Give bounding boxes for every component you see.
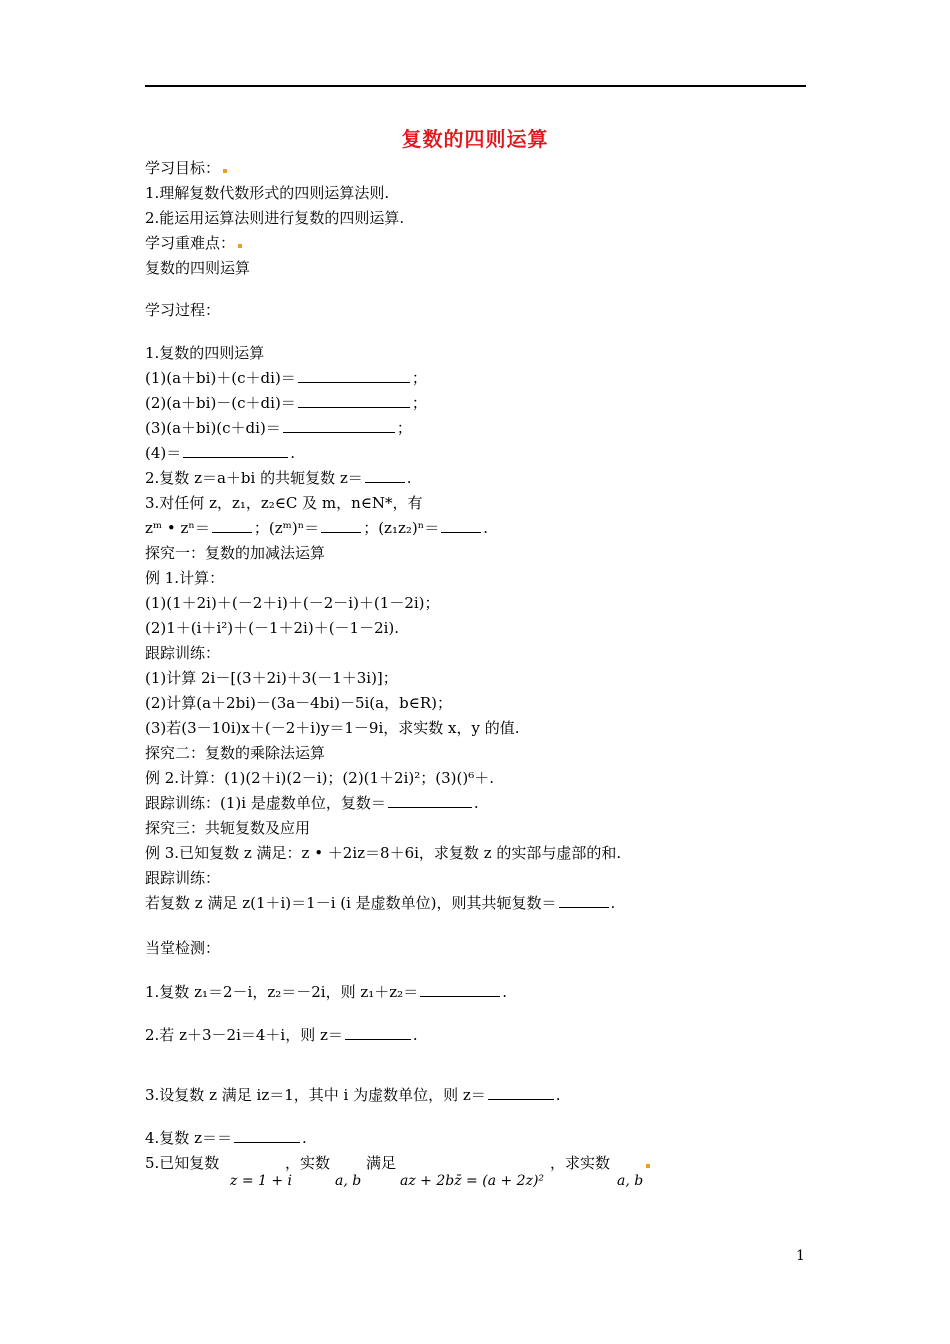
text-line: 1.复数 z₁＝2－i，z₂＝－2i，则 z₁＋z₂＝ .	[145, 983, 507, 1001]
text-line: 若复数 z 满足 z(1＋i)＝1－i (i 是虚数单位)，则其共轭复数＝ .	[145, 894, 616, 912]
marker-dot	[646, 1164, 650, 1168]
page-number: 1	[796, 1248, 805, 1264]
text-line: (1)(1＋2i)＋(－2＋i)＋(－2－i)＋(1－2i)；	[145, 594, 440, 612]
text-line: 跟踪训练：	[145, 644, 221, 662]
text-line: 2.若 z＋3－2i＝4＋i，则 z＝ .	[145, 1026, 418, 1044]
text-line: 跟踪训练：	[145, 869, 221, 887]
text-line: 5.已知复数	[145, 1154, 220, 1172]
answer-blank[interactable]	[321, 518, 361, 533]
text-line: (2)(a＋bi)－(c＋di)＝ ；	[145, 394, 427, 412]
page-title: 复数的四则运算	[401, 127, 549, 151]
answer-blank[interactable]	[559, 893, 609, 908]
answer-blank[interactable]	[212, 518, 252, 533]
text-line: (2)1＋(i＋i²)＋(－1＋2i)＋(－1－2i).	[145, 619, 400, 637]
text-line: 复数的四则运算	[145, 259, 251, 277]
answer-blank[interactable]	[488, 1085, 554, 1100]
text-line: ，实数	[285, 1154, 331, 1172]
text-line: (4)＝ .	[145, 444, 296, 462]
section-heading: 学习过程：	[145, 301, 221, 319]
text-line: 3.对任何 z，z₁，z₂∈C 及 m，n∈N*，有	[145, 494, 423, 512]
marker-container	[643, 1153, 653, 1173]
formula-z-definition: z = 1 + i	[230, 1173, 293, 1189]
text-line: 满足	[366, 1154, 397, 1172]
answer-blank[interactable]	[183, 443, 288, 458]
section-heading: 探究一：复数的加减法运算	[145, 544, 326, 562]
text-line: 2.复数 z＝a＋bi 的共轭复数 z＝ .	[145, 469, 412, 487]
answer-blank[interactable]	[298, 393, 410, 408]
text-line: 例 2.计算：(1)(2＋i)(2－i)；(2)(1＋2i)²；(3)()⁶＋.	[145, 769, 495, 787]
marker-dot	[238, 244, 242, 248]
header-rule	[145, 85, 806, 87]
text-line: 1.复数的四则运算	[145, 344, 265, 362]
text-line: (2)计算(a＋2bi)－(3a－4bi)－5i(a，b∈R)；	[145, 694, 452, 712]
formula-a-b: a, b	[335, 1173, 362, 1189]
answer-blank[interactable]	[441, 518, 481, 533]
answer-blank[interactable]	[365, 468, 405, 483]
text-line: ，求实数	[550, 1154, 611, 1172]
text-line: 3.设复数 z 满足 iz＝1，其中 i 为虚数单位，则 z＝ .	[145, 1086, 561, 1104]
text-line: 例 3.已知复数 z 满足：z • ＋2iz＝8＋6i，求复数 z 的实部与虚部的和.	[145, 844, 622, 862]
text-line: 1.理解复数代数形式的四则运算法则.	[145, 184, 390, 202]
text-line: (3)若(3－10i)x＋(－2＋i)y＝1－9i，求实数 x，y 的值.	[145, 719, 520, 737]
section-heading: 学习重难点：	[145, 233, 245, 253]
section-heading: 当堂检测：	[145, 939, 221, 957]
section-heading: 探究二：复数的乘除法运算	[145, 744, 326, 762]
answer-blank[interactable]	[298, 368, 410, 383]
section-heading: 学习目标：	[145, 158, 230, 178]
formula-a-b: a, b	[617, 1173, 644, 1189]
text-line: (3)(a＋bi)(c＋di)＝ ；	[145, 419, 412, 437]
marker-dot	[223, 169, 227, 173]
text-line: 例 1.计算：	[145, 569, 225, 587]
answer-blank[interactable]	[420, 982, 500, 997]
answer-blank[interactable]	[388, 793, 472, 808]
text-line: zᵐ • zⁿ＝ ；(zᵐ)ⁿ＝ ；(z₁z₂)ⁿ＝ .	[145, 519, 488, 537]
text-line: (1)计算 2i－[(3＋2i)＋3(－1＋3i)]；	[145, 669, 398, 687]
answer-blank[interactable]	[345, 1025, 411, 1040]
text-line: (1)(a＋bi)＋(c＋di)＝ ；	[145, 369, 427, 387]
text-line: 2.能运用运算法则进行复数的四则运算.	[145, 209, 405, 227]
answer-blank[interactable]	[234, 1128, 300, 1143]
formula-condition: az + 2bz̄ = (a + 2z)²	[400, 1173, 545, 1189]
text-line: 跟踪训练：(1)i 是虚数单位，复数＝ .	[145, 794, 479, 812]
text-line: 4.复数 z＝＝ .	[145, 1129, 307, 1147]
answer-blank[interactable]	[283, 418, 395, 433]
section-heading: 探究三：共轭复数及应用	[145, 819, 311, 837]
